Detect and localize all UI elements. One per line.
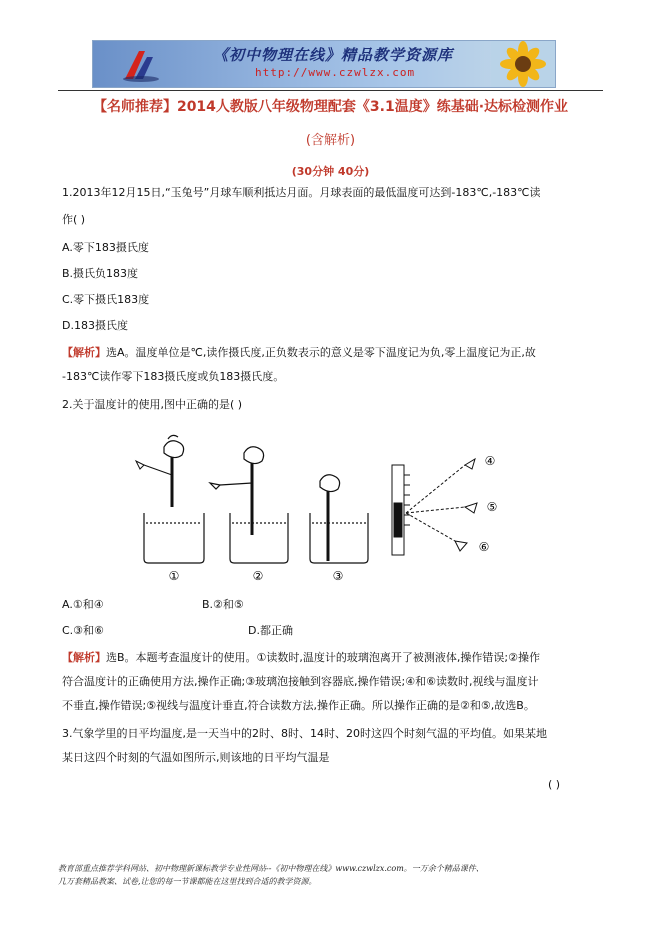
- beaker-3: [310, 475, 368, 563]
- label-3: ③: [332, 569, 344, 583]
- q3-stem-cont: 某日这四个时刻的气温如图所示,则该地的日平均气温是: [62, 751, 330, 764]
- label-6: ⑥: [478, 540, 490, 554]
- q2-option-b: B.②和⑤: [202, 598, 244, 611]
- q2-option-a: A.①和④: [62, 598, 104, 611]
- label-5: ⑤: [486, 500, 498, 514]
- label-4: ④: [484, 454, 496, 468]
- q3-answer-paren: ( ): [548, 778, 561, 791]
- q2-option-d: D.都正确: [248, 624, 293, 637]
- q1-stem: 1.2013年12月15日,“玉兔号”月球车顺利抵达月面。月球表面的最低温度可达到-183℃,-183℃读: [62, 186, 541, 199]
- reading-diagram: [392, 459, 477, 555]
- beaker-1: [144, 435, 204, 563]
- q2-analysis: 【解析】选B。本题考查温度计的使用。①读数时,温度计的玻璃泡离开了被测液体,操作错误;②操作: [62, 651, 540, 664]
- banner-url[interactable]: http://www.czwlzx.com: [255, 66, 416, 79]
- time-score: (30分钟 40分): [291, 165, 370, 178]
- sunflower-icon: [491, 41, 555, 87]
- q1-analysis-cont: -183℃读作零下183摄氏度或负183摄氏度。: [62, 370, 285, 383]
- q2-analysis-cont2: 不垂直,操作错误;⑤视线与温度计垂直,符合读数方法,操作正确。所以操作正确的是②和⑤,故选B。: [62, 699, 535, 712]
- header-divider: [58, 90, 603, 91]
- q3-stem: 3.气象学里的日平均温度,是一天当中的2时、8时、14时、20时这四个时刻气温的平均值。如果某地: [62, 727, 547, 740]
- site-logo-icon: [121, 47, 161, 83]
- q2-stem: 2.关于温度计的使用,图中正确的是( ): [62, 398, 243, 411]
- q2-analysis-cont: 符合温度计的正确使用方法,操作正确;③玻璃泡接触到容器底,操作错误;④和⑥读数时,视线与温度计: [62, 675, 539, 688]
- q1-option-b: B.摄氏负183度: [62, 267, 139, 280]
- thermometer-figure: [130, 425, 530, 585]
- q1-option-a: A.零下183摄氏度: [62, 241, 149, 254]
- label-1: ①: [168, 569, 180, 583]
- q1-option-d: D.183摄氏度: [62, 319, 128, 332]
- analysis-tag: 【解析】: [62, 346, 106, 359]
- label-2: ②: [252, 569, 264, 583]
- footer-line-1: 教育部重点推荐学科网站、初中物理新课标教学专业性网站--《初中物理在线》www.czwlzx.com。一万余个精品课件、: [58, 864, 484, 873]
- beaker-2: [210, 447, 288, 563]
- site-banner: [92, 40, 556, 88]
- document-title: 【名师推荐】2014人教版八年级物理配套《3.1温度》练基础·达标检测作业: [92, 99, 569, 115]
- document-title-suffix: (含解析): [305, 133, 356, 148]
- footer-line-2: 几万套精品教案、试卷,让您的每一节课都能在这里找到合适的教学资源。: [58, 877, 317, 886]
- q1-analysis: 【解析】选A。温度单位是℃,读作摄氏度,正负数表示的意义是零下温度记为负,零上温度记为正,故: [62, 346, 536, 359]
- analysis-tag: 【解析】: [62, 651, 106, 664]
- q1-option-c: C.零下摄氏183度: [62, 293, 150, 306]
- banner-title: 《初中物理在线》精品教学资源库: [213, 46, 454, 64]
- q2-option-c: C.③和⑥: [62, 624, 104, 637]
- q1-stem-cont: 作( ): [62, 213, 86, 226]
- page-footer: [58, 862, 603, 888]
